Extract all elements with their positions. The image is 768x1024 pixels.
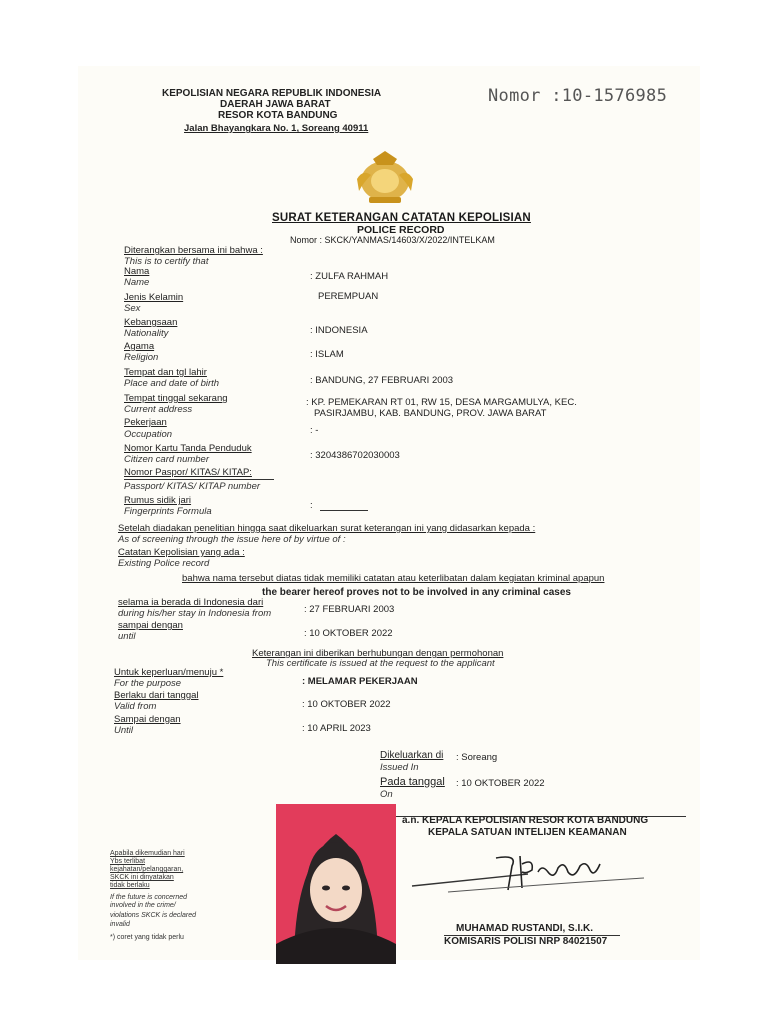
stay-from-label: selama ia berada di Indonesia dari xyxy=(118,597,264,608)
request-text-english: This certificate is issued at the request to the applicant xyxy=(266,658,495,669)
valid-until-label-english: Until xyxy=(114,725,134,736)
field-label: Pekerjaan xyxy=(124,417,167,428)
note-footnote: *) coret yang tidak perlu xyxy=(110,934,184,941)
intro-text-english: This is to certify that xyxy=(124,256,209,267)
field-value: : ISLAM xyxy=(310,349,344,360)
purpose-label-english: For the purpose xyxy=(114,678,182,689)
signatory-rank: KOMISARIS POLISI NRP 84021507 xyxy=(444,936,608,947)
document-reference-number: Nomor : SKCK/YANMAS/14603/X/2022/INTELKAM xyxy=(290,235,495,245)
valid-from-label-english: Valid from xyxy=(114,701,157,712)
purpose-label: Untuk keperluan/menuju * xyxy=(114,667,224,678)
header-address: Jalan Bhayangkara No. 1, Soreang 40911 xyxy=(184,123,369,134)
document-number-value: 10-1576985 xyxy=(561,86,668,106)
note-english-3: violations SKCK is declared xyxy=(110,912,196,919)
stay-from-value: : 27 FEBRUARI 2003 xyxy=(304,604,395,615)
header-line-1: KEPOLISIAN NEGARA REPUBLIK INDONESIA xyxy=(162,88,382,99)
police-record-document xyxy=(78,66,700,960)
signatory-name: MUHAMAD RUSTANDI, S.I.K. xyxy=(456,923,594,934)
note-english-4: invalid xyxy=(110,921,130,928)
field-label: Tempat tinggal sekarang xyxy=(124,393,228,404)
valid-from-value: : 10 OKTOBER 2022 xyxy=(302,699,391,710)
existing-record-label-english: Existing Police record xyxy=(118,558,210,569)
field-label: Nama xyxy=(124,266,150,277)
screening-text-english: As of screening through the issue here of by virtue of : xyxy=(118,534,346,545)
stay-until-label: sampai dengan xyxy=(118,620,183,631)
field-label-english: Sex xyxy=(124,303,141,314)
header-line-3: RESOR KOTA BANDUNG xyxy=(218,110,338,121)
field-label-english: Citizen card number xyxy=(124,454,210,465)
field-label: Jenis Kelamin xyxy=(124,292,184,303)
screening-text: Setelah diadakan penelitian hingga saat dikeluarkan surat keterangan ini yang didasarkan kepada : xyxy=(118,523,536,534)
issued-at-value: : Soreang xyxy=(456,752,498,763)
stay-from-label-english: during his/her stay in Indonesia from xyxy=(118,608,272,619)
purpose-value: : MELAMAR PEKERJAAN xyxy=(302,676,418,687)
field-label: Agama xyxy=(124,341,155,352)
field-value: PEREMPUAN xyxy=(318,291,379,302)
fingerprint-blank-line xyxy=(320,510,368,511)
request-text: Keterangan ini diberikan berhubungan dengan permohonan xyxy=(252,648,504,659)
field-label: Kebangsaan xyxy=(124,317,178,328)
field-value: : ZULFA RAHMAH xyxy=(310,271,389,282)
note-line-3: kejahatan/pelanggaran, xyxy=(110,866,184,873)
field-label-english: Religion xyxy=(124,352,159,363)
field-label: Nomor Kartu Tanda Penduduk xyxy=(124,443,252,454)
issued-at-label: Dikeluarkan di xyxy=(380,750,444,761)
signatory-title-2: KEPALA SATUAN INTELIJEN KEAMANAN xyxy=(428,827,627,838)
document-number-label: Nomor : xyxy=(488,86,562,106)
document-title-english: POLICE RECORD xyxy=(357,224,445,236)
field-label-english: Nationality xyxy=(124,328,169,339)
valid-until-value: : 10 APRIL 2023 xyxy=(302,723,371,734)
document-number xyxy=(488,86,667,106)
police-emblem-icon xyxy=(349,149,421,207)
stay-until-value: : 10 OKTOBER 2022 xyxy=(304,628,393,639)
field-label-english: Current address xyxy=(124,404,193,415)
note-english-1: If the future is concerned xyxy=(110,894,188,901)
field-value: : INDONESIA xyxy=(310,325,368,336)
document-title: SURAT KETERANGAN CATATAN KEPOLISIAN xyxy=(272,212,531,224)
note-line-4: SKCK ini dinyatakan xyxy=(110,874,174,881)
field-label-english: Occupation xyxy=(124,429,173,440)
valid-from-label: Berlaku dari tanggal xyxy=(114,690,199,701)
note-line-2: Ybs terlibat xyxy=(110,858,146,865)
field-value: : BANDUNG, 27 FEBRUARI 2003 xyxy=(310,375,454,386)
no-criminal-statement: bahwa nama tersebut diatas tidak memiliki catatan atau keterlibatan dalam kegiatan kriminal apapun xyxy=(182,573,605,584)
field-value-line-2: PASIRJAMBU, KAB. BANDUNG, PROV. JAWA BARAT xyxy=(314,408,547,419)
signatory-title-1: a.n. KEPALA KEPOLISIAN RESOR KOTA BANDUNG xyxy=(402,815,649,826)
header-line-2: DAERAH JAWA BARAT xyxy=(220,99,331,110)
applicant-portrait-icon xyxy=(276,804,396,964)
field-label-english: Passport/ KITAS/ KITAP number xyxy=(124,481,261,492)
no-criminal-statement-english: the bearer hereof proves not to be involved in any criminal cases xyxy=(262,587,571,598)
signature-text xyxy=(420,868,474,882)
note-line-5: tidak berlaku xyxy=(110,882,150,889)
field-label-english: Place and date of birth xyxy=(124,378,220,389)
note-line-1: Apabila dikemudian hari xyxy=(110,850,185,857)
field-label: Rumus sidik jari xyxy=(124,495,192,506)
existing-record-label: Catatan Kepolisian yang ada : xyxy=(118,547,245,558)
stay-until-label-english: until xyxy=(118,631,136,642)
field-label: Nomor Paspor/ KITAS/ KITAP: xyxy=(124,467,252,478)
field-value: : xyxy=(310,500,313,511)
field-label: Tempat dan tgl lahir xyxy=(124,367,207,378)
field-value: : 3204386702030003 xyxy=(310,450,400,461)
field-value: : - xyxy=(310,425,319,436)
note-english-2: involved in the crime/ xyxy=(110,902,176,909)
issued-on-label: Pada tanggal xyxy=(380,776,445,788)
applicant-photo xyxy=(276,804,396,964)
intro-text: Diterangkan bersama ini bahwa : xyxy=(124,245,263,256)
issued-on-value: : 10 OKTOBER 2022 xyxy=(456,778,545,789)
valid-until-label: Sampai dengan xyxy=(114,714,181,725)
field-label-english: Fingerprints Formula xyxy=(124,506,212,517)
field-label-english: Name xyxy=(124,277,150,288)
field-divider xyxy=(124,479,274,480)
issued-at-label-english: Issued In xyxy=(380,762,419,773)
issued-on-label-english: On xyxy=(380,789,393,800)
field-value: : KP. PEMEKARAN RT 01, RW 15, DESA MARGAMULYA, KEC. xyxy=(306,397,577,408)
